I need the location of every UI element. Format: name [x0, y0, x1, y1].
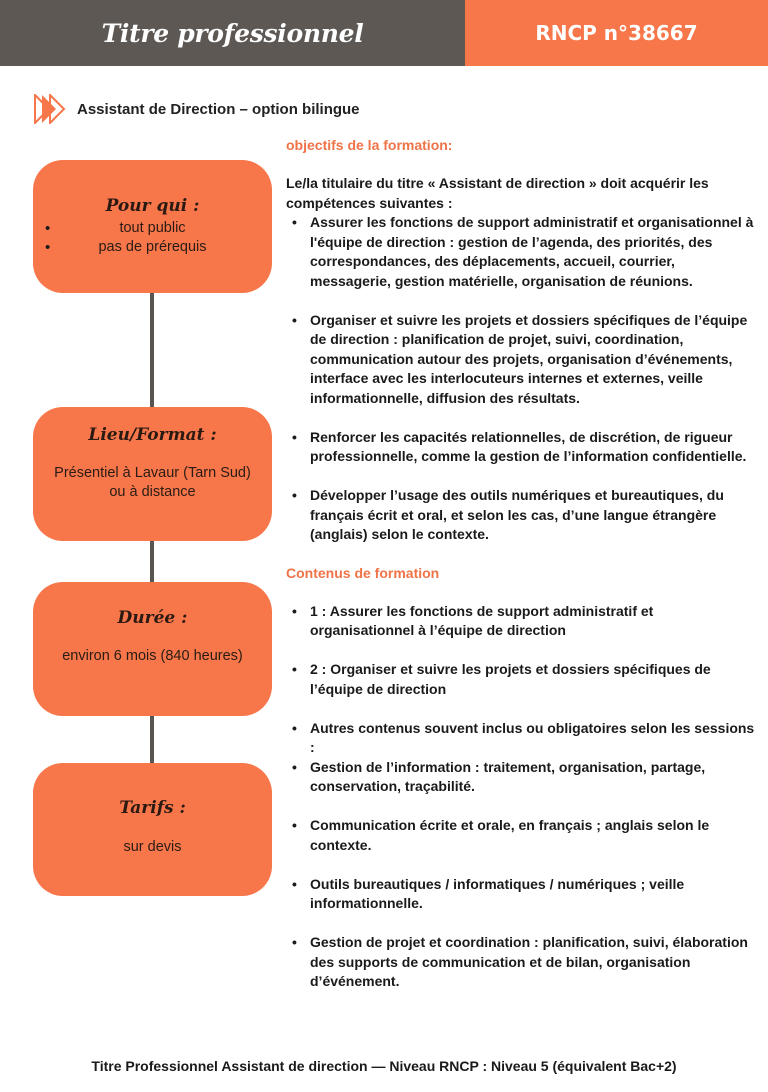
tarifs-text: sur devis — [123, 839, 182, 855]
card-duree-title: Durée : — [117, 608, 188, 628]
subtitle-row — [33, 94, 360, 124]
footer-note: Titre Professionnel Assistant de direction — Niveau RNCP : Niveau 5 (équivalent Bac+2) — [91, 1058, 677, 1074]
header-rncp-panel — [465, 0, 768, 66]
list-item: • Communication écrite et orale, en français ; anglais selon le contexte. — [286, 816, 756, 855]
card-lieu-format — [33, 407, 272, 541]
card-tarifs — [33, 763, 272, 896]
list-item: • Assurer les fonctions de support administratif et organisationnel à l'équipe de direction : gestion de l’agenda, des priorités, des correspondances, des déplacements, accueil, courrier, messagerie, gestion matérielle, organisation de réunions. — [286, 213, 756, 291]
content-column — [286, 136, 756, 992]
list-item: • Outils bureautiques / informatiques / numériques ; veille informationnelle. — [286, 875, 756, 914]
objectifs-list — [286, 213, 756, 545]
audience-list — [33, 219, 272, 257]
card-pour-qui — [33, 160, 272, 293]
timeline-connector — [150, 540, 154, 584]
list-item: • Gestion de projet et coordination : planification, suivi, élaboration des supports de communication et de bilan, organisation d’événement. — [286, 933, 756, 992]
card-duree — [33, 582, 272, 716]
duree-text: environ 6 mois (840 heures) — [62, 648, 243, 664]
header-title-panel — [0, 0, 465, 66]
list-item: • tout public — [33, 219, 272, 238]
objectifs-heading: objectifs de la formation: — [286, 137, 453, 153]
list-item: • Autres contenus souvent inclus ou obligatoires selon les sessions : — [286, 719, 756, 758]
list-item: • pas de prérequis — [33, 238, 272, 257]
card-tarifs-title: Tarifs : — [119, 798, 186, 818]
list-item: • Développer l’usage des outils numériques et bureautiques, du français écrit et oral, et selon les cas, d’une langue étrangère (anglais) selon le contexte. — [286, 486, 756, 545]
header-banner — [0, 0, 768, 66]
lieu-line-1: Présentiel à Lavaur (Tarn Sud) — [54, 465, 251, 481]
card-lieu-title: Lieu/Format : — [88, 425, 217, 445]
rncp-number: RNCP n°38667 — [535, 21, 698, 45]
formation-subtitle: Assistant de Direction – option bilingue — [77, 100, 360, 118]
contenus-list — [286, 602, 756, 992]
list-item: • Organiser et suivre les projets et dossiers spécifiques de l’équipe de direction : planification de projet, suivi, coordination, communication autour des projets, organisation d’événements, interface avec les interlocuteurs internes et externes, veille informationnelle, diffusion des résultats. — [286, 311, 756, 409]
objectifs-intro: Le/la titulaire du titre « Assistant de direction » doit acquérir les compétences suivantes : — [286, 175, 709, 211]
list-item: • Renforcer les capacités relationnelles, de discrétion, de rigueur professionnelle, comme la gestion de l’information confidentielle. — [286, 428, 756, 467]
list-item: • Gestion de l’information : traitement, organisation, partage, conservation, traçabilité. — [286, 758, 756, 797]
double-chevron-right-icon — [33, 94, 67, 124]
timeline-connector — [150, 292, 154, 410]
list-item: • 1 : Assurer les fonctions de support administratif et organisationnel à l’équipe de direction — [286, 602, 756, 641]
lieu-line-2: ou à distance — [109, 484, 196, 500]
card-pour-qui-title: Pour qui : — [105, 196, 200, 216]
timeline-connector — [150, 714, 154, 766]
list-item: • 2 : Organiser et suivre les projets et dossiers spécifiques de l’équipe de direction — [286, 660, 756, 699]
contenus-heading: Contenus de formation — [286, 564, 440, 581]
header-title: Titre professionnel — [101, 18, 364, 48]
